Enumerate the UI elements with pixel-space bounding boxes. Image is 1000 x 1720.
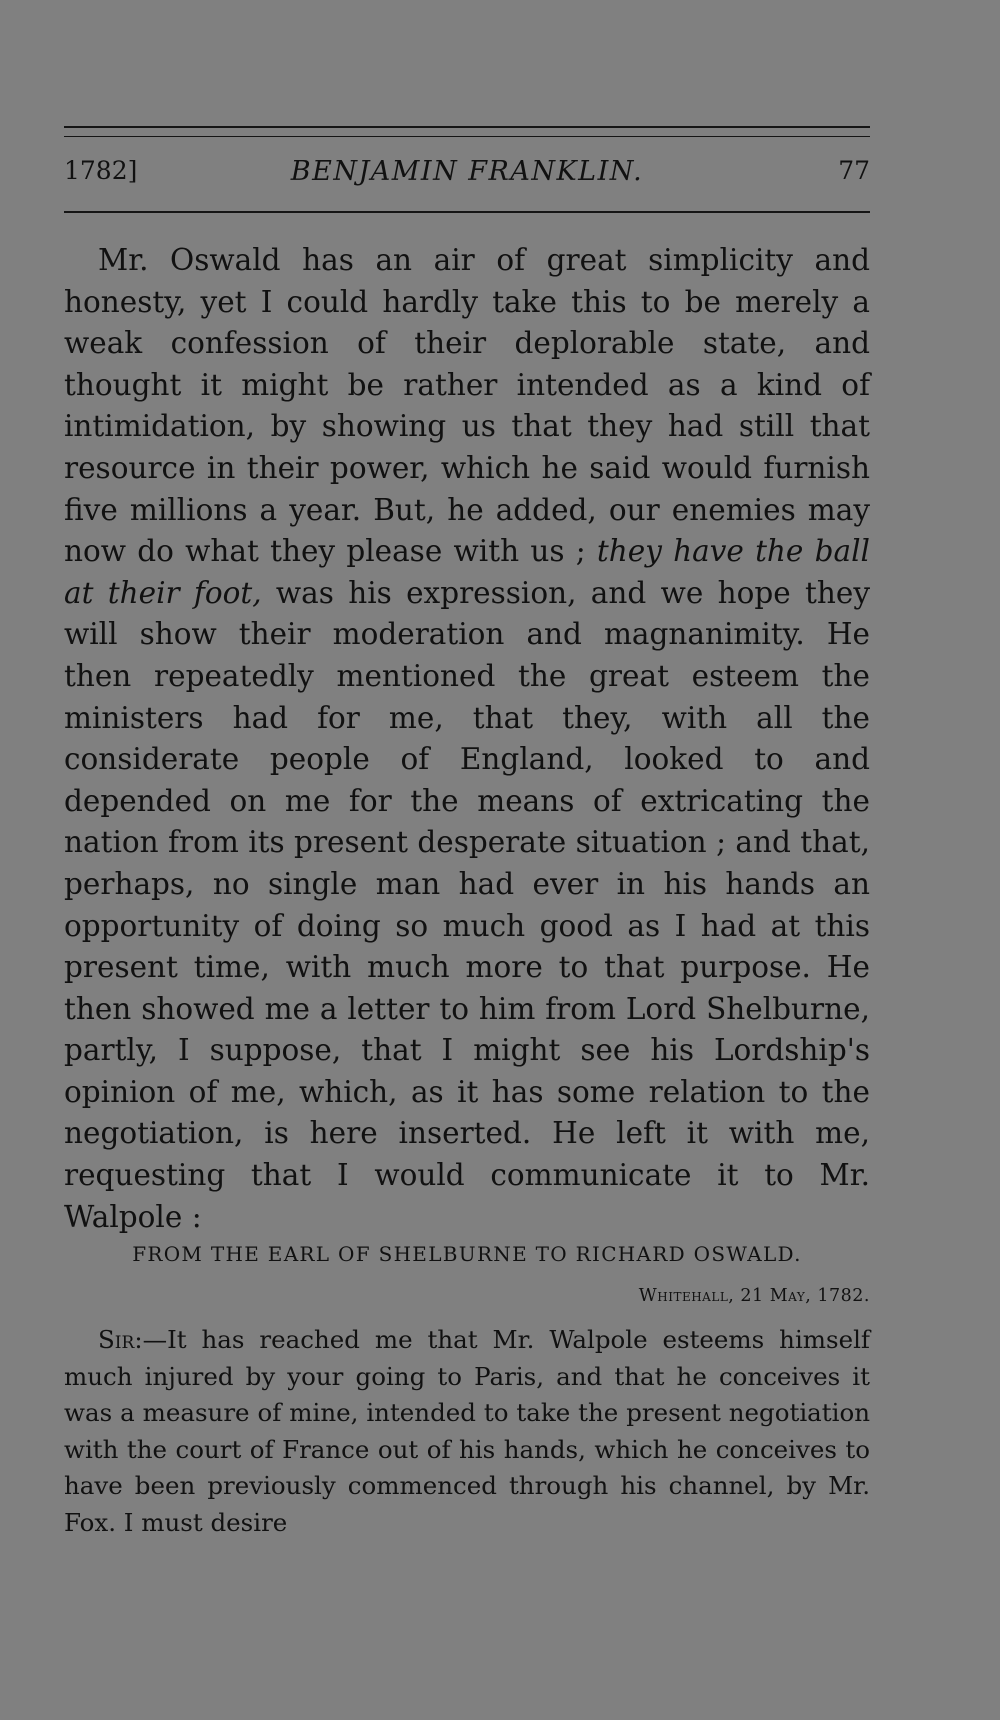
running-head-year: 1782] [64,156,138,185]
letter-heading: FROM THE EARL OF SHELBURNE TO RICHARD OSWALD. [132,1242,802,1266]
running-head-title: BENJAMIN FRANKLIN. [290,156,644,187]
running-head [64,156,870,196]
letter-dateline: Whitehall, 21 May, 1782. [638,1286,870,1306]
main-text-part2: was his expression, and we hope they will show their moderation and magnanimity. He then repeatedly mentioned the great esteem the ministers had for me, that they, with all the considerate people of England, looked to and depended on me for the means of extricating the nation from its present desperate situation ; and that, perhaps, no single man had ever in his hands an opportunity of doing so much good as I had at this present time, with much more to that purpose. He then showed me a letter to him from Lord Shelburne, partly, I suppose, that I might see his Lordship's opinion of me, which, as it has some relation to the negotiation, is here inserted. He left it with me, requesting that I would communicate it to Mr. Walpole : [64,575,870,1234]
header-rule [64,211,870,213]
italic-phrase: they have the ball at their foot, [64,534,870,610]
top-rule [64,126,870,128]
letter-body-text: :—It has reached me that Mr. Walpole esteems himself much injured by your going to Paris, and that he conceives it was a measure of mine, intended to take the present negotiation with the court of France out of his hands, which he conceives to have been previously commenced through his channel, by Mr. Fox. I must desire [64,1325,870,1537]
main-paragraph [64,240,870,1238]
main-text-part1: Mr. Oswald has an air of great simplicity and honesty, yet I could hardly take this to be merely a weak confession of their deplorable state, and thought it might be rather intended as a kind of intimidation, by showing us that they had still that resource in their power, which he said would furnish five millions a year. But, he added, our enemies may now do what they please with us ; [64,243,870,569]
letter-salutation: Sir [98,1325,135,1354]
page-number: 77 [838,156,870,185]
top-rule-thin [64,136,870,137]
letter-body [64,1322,870,1542]
